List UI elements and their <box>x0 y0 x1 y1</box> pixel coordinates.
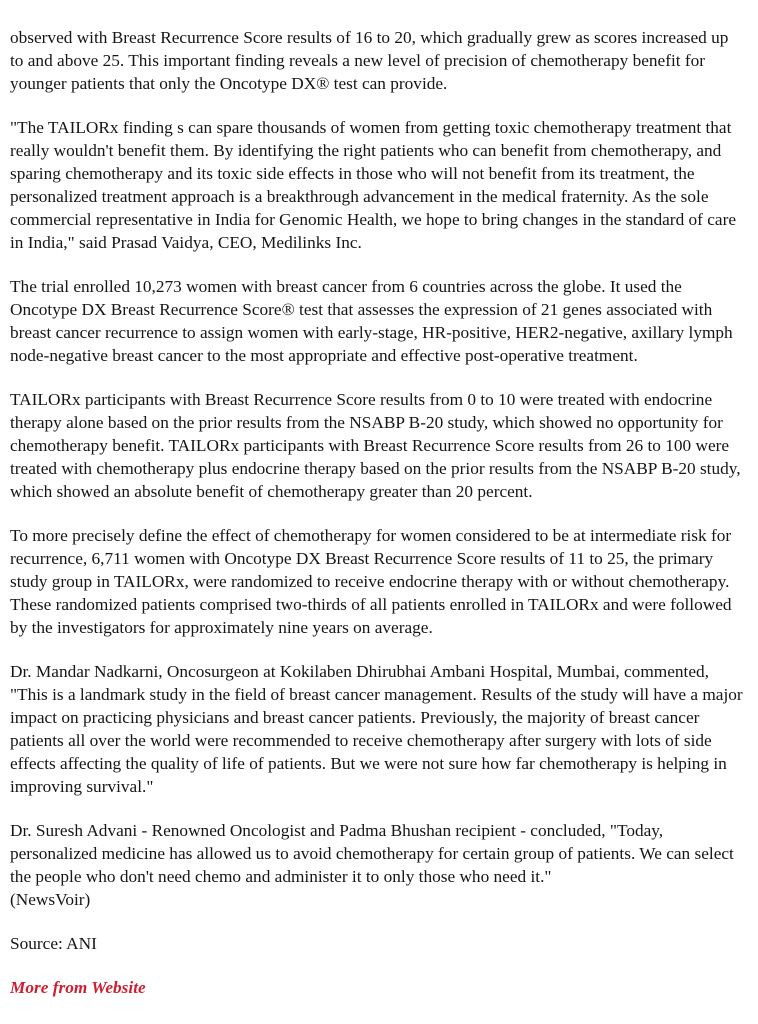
article-paragraph: The trial enrolled 10,273 women with breast cancer from 6 countries across the globe. It used the Oncotype DX Breast Recurrence Score® test that assesses the expression of 21 genes associated with breast cancer recurrence to assign women with early-stage, HR-positive, HER2-negative, axillary lymph node-negative breast cancer to the most appropriate and effective post-operative treatment. <box>10 277 733 365</box>
article-paragraph: To more precisely define the effect of chemotherapy for women considered to be at intermediate risk for recurrence, 6,711 women with Oncotype DX Breast Recurrence Score results of 11 to 25, the primary study group in TAILORx, were randomized to receive endocrine therapy with or without chemotherapy. These randomized patients comprised two-thirds of all patients enrolled in TAILORx and were followed by the investigators for approximately nine years on average. <box>10 526 732 637</box>
article-paragraph: "The TAILORx finding s can spare thousands of women from getting toxic chemotherapy treatment that really wouldn't benefit them. By identifying the right patients who can benefit from chemotherapy, and sparing chemotherapy and its toxic side effects in those who will not benefit from its treatment, the personalized treatment approach is a breakthrough advancement in the medical fraternity. As the sole commercial representative in India for Genomic Health, we hope to bring changes in the standard of care in India," said Prasad Vaidya, CEO, Medilinks Inc. <box>10 118 737 252</box>
more-from-website-link[interactable]: More from Website <box>10 978 146 997</box>
article-paragraph: TAILORx participants with Breast Recurrence Score results from 0 to 10 were treated with endocrine therapy alone based on the prior results from the NSABP B-20 study, which showed no opportunity for chemotherapy benefit. TAILORx participants with Breast Recurrence Score results from 26 to 100 were treated with chemotherapy plus endocrine therapy based on the prior results from the NSABP B-20 study, which showed an absolute benefit of chemotherapy greater than 20 percent. <box>10 390 741 501</box>
article-paragraph: Dr. Mandar Nadkarni, Oncosurgeon at Kokilaben Dhirubhai Ambani Hospital, Mumbai, commented, "This is a landmark study in the field of breast cancer management. Results of the study will have a major impact on practicing physicians and breast cancer patients. Previously, the majority of breast cancer patients all over the world were recommended to receive chemotherapy after surgery with lots of side effects affecting the quality of life of patients. But we were not sure how far chemotherapy is helping in improving survival." <box>10 662 743 796</box>
source-line: Source: ANI <box>10 934 97 953</box>
newswire-attribution: (NewsVoir) <box>10 890 91 909</box>
article-paragraph: observed with Breast Recurrence Score results of 16 to 20, which gradually grew as scores increased up to and above 25. This important finding reveals a new level of precision of chemotherapy benefit for younger patients that only the Oncotype DX® test can provide. <box>10 28 729 93</box>
article-paragraph <box>10 819 746 911</box>
closing-quote-text: Dr. Suresh Advani - Renowned Oncologist and Padma Bhushan recipient - concluded, "Today, personalized medicine has allowed us to avoid chemotherapy for certain group of patients. We can select the people who don't need chemo and administer it to only those who need it." <box>10 821 734 886</box>
